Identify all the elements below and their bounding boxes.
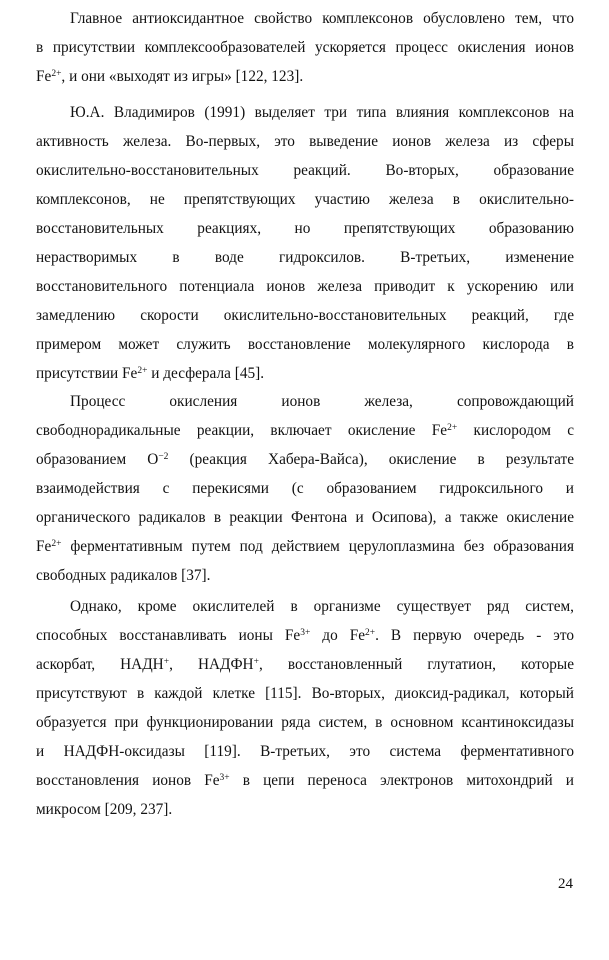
line-text: в цепи переноса электронов митохондрий и xyxy=(229,772,574,789)
line-text: восстановительных реакциях, но препятствующих образованию xyxy=(36,220,574,237)
superscript-charge: 2+ xyxy=(51,539,62,549)
line-text: (реакция Хабера-Вайса), окисление в результате xyxy=(168,451,574,468)
text-line xyxy=(36,131,574,153)
superscript-charge: 2+ xyxy=(137,366,148,376)
text-line xyxy=(36,712,574,734)
text-line xyxy=(36,66,574,88)
superscript-charge: 2+ xyxy=(447,423,458,433)
text-line xyxy=(36,391,574,413)
line-text: нерастворимых в воде гидроксилов. В-третьих, изменение xyxy=(36,249,574,266)
text-line xyxy=(36,449,574,471)
text-line xyxy=(36,305,574,327)
text-line xyxy=(36,741,574,763)
line-text: восстановления ионов Fe xyxy=(36,772,220,789)
line-text: замедлению скорости окислительно-восстановительных реакций, где xyxy=(36,307,574,324)
text-line xyxy=(36,536,574,558)
line-text: образуется при функционировании ряда систем, в основном ксантиноксидазы xyxy=(36,714,574,731)
text-line xyxy=(36,625,574,647)
text-line xyxy=(36,770,574,792)
superscript-charge: + xyxy=(163,657,170,667)
text-line xyxy=(36,683,574,705)
line-text: аскорбат, НАДН xyxy=(36,656,164,673)
line-text: образованием O xyxy=(36,451,159,468)
superscript-charge: + xyxy=(253,657,259,667)
text-line xyxy=(36,565,574,587)
line-text: активность железа. Во-первых, это выведение ионов железа из сферы xyxy=(36,133,574,150)
line-text: и десферала [45]. xyxy=(147,365,265,382)
line-text: окислительно-восстановительных реакций. Во-вторых, образование xyxy=(36,162,574,179)
line-text: в присутствии комплексообразователей ускоряется процесс окисления ионов xyxy=(36,39,574,56)
line-text: взаимодействия с перекисями (с образованием гидроксильного и xyxy=(36,480,574,497)
line-text: , НАДФН xyxy=(169,656,254,673)
superscript-charge: −2 xyxy=(158,452,169,462)
line-text: , восстановленный глутатион, которые xyxy=(258,656,574,673)
line-text: Однако, кроме окислителей в организме существует ряд систем, xyxy=(70,598,574,615)
line-text: микросом [209, 237]. xyxy=(36,801,173,818)
text-line xyxy=(36,334,574,356)
line-text: , и они «выходят из игры» [122, 123]. xyxy=(61,68,304,85)
line-text: присутствуют в каждой клетке [115]. Во-вторых, диоксид-радикал, который xyxy=(36,685,574,702)
superscript-charge: 2+ xyxy=(365,628,376,638)
line-text: способных восстанавливать ионы Fe xyxy=(36,627,301,644)
line-text: восстановительного потенциала ионов железа приводит к ускорению или xyxy=(36,278,574,295)
line-text: Процесс окисления ионов железа, сопровождающий xyxy=(70,393,574,410)
line-text: Fe xyxy=(36,538,52,555)
line-text: свободнорадикальные реакции, включает окисление Fe xyxy=(36,422,448,439)
text-line xyxy=(36,276,574,298)
superscript-charge: 3+ xyxy=(300,628,311,638)
line-text: до Fe xyxy=(310,627,365,644)
text-line xyxy=(36,654,574,676)
line-text: Ю.А. Владимиров (1991) выделяет три типа влияния комплексонов на xyxy=(70,104,574,121)
line-text: примером может служить восстановление молекулярного кислорода в xyxy=(36,336,574,353)
line-text: и НАДФН-оксидазы [119]. В-третьих, это система ферментативного xyxy=(36,743,574,760)
line-text: комплексонов, не препятствующих участию железа в окислительно- xyxy=(36,191,574,208)
superscript-charge: 2+ xyxy=(51,69,62,79)
text-line xyxy=(36,478,574,500)
text-line xyxy=(36,218,574,240)
text-line xyxy=(36,799,574,821)
text-line xyxy=(36,596,574,618)
text-line xyxy=(36,247,574,269)
line-text: органического радикалов в реакции Фентона и Осипова), а также окисление xyxy=(36,509,574,526)
text-line xyxy=(36,8,574,30)
line-text: . В первую очередь - это xyxy=(375,627,574,644)
line-text: ферментативным путем под действием церулоплазмина без образования xyxy=(61,538,574,555)
text-line xyxy=(36,189,574,211)
line-text: кислородом с xyxy=(457,422,574,439)
text-line xyxy=(36,507,574,529)
line-text: свободных радикалов [37]. xyxy=(36,567,211,584)
line-text: Главное антиоксидантное свойство комплексонов обусловлено тем, что xyxy=(70,10,574,27)
text-line xyxy=(36,102,574,124)
line-text: присутствии Fe xyxy=(36,365,138,382)
text-line xyxy=(36,37,574,59)
text-line xyxy=(36,420,574,442)
superscript-charge: 3+ xyxy=(219,773,230,783)
page-number: 24 xyxy=(558,876,573,892)
text-line xyxy=(36,160,574,182)
line-text: Fe xyxy=(36,68,52,85)
text-line xyxy=(36,363,574,385)
